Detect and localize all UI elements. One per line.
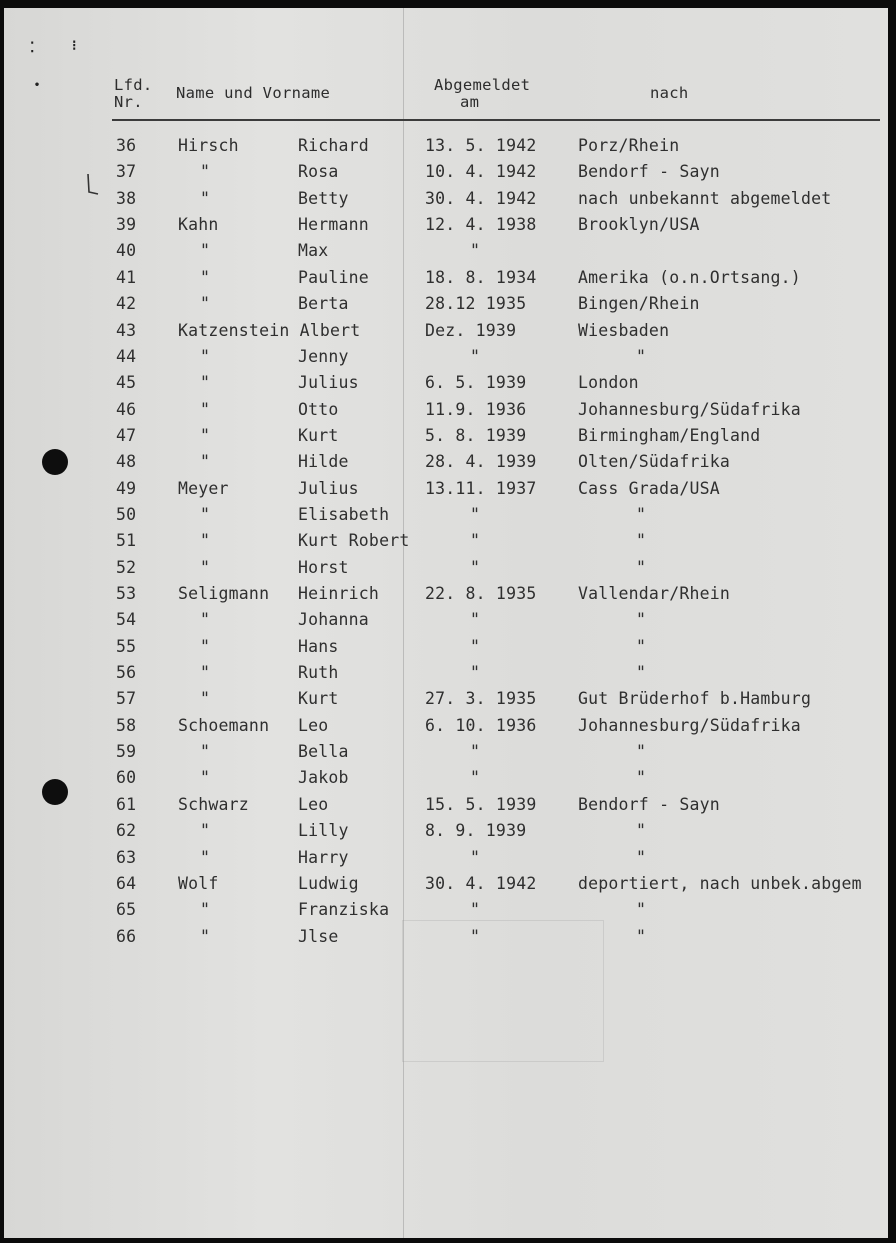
table-row bbox=[0, 502, 896, 528]
first-name: Horst bbox=[298, 557, 349, 577]
row-number: 66 bbox=[116, 926, 137, 946]
row-number: 41 bbox=[116, 267, 137, 287]
deregistration-date: 10. 4. 1942 bbox=[425, 162, 537, 182]
row-number: 60 bbox=[116, 768, 137, 788]
table-row bbox=[0, 924, 896, 950]
destination: Birmingham/England bbox=[578, 425, 761, 445]
table-row bbox=[0, 660, 896, 686]
row-number: 63 bbox=[116, 847, 137, 867]
first-name: Hermann bbox=[298, 215, 369, 235]
table-row bbox=[0, 449, 896, 475]
first-name: Max bbox=[298, 241, 329, 261]
deregistration-date: Dez. 1939 bbox=[425, 320, 517, 340]
row-number: 47 bbox=[116, 425, 137, 445]
destination: Gut Brüderhof b.Hamburg bbox=[578, 689, 812, 709]
table-row bbox=[0, 265, 896, 291]
first-name: Rosa bbox=[298, 162, 339, 182]
last-name: " bbox=[200, 452, 211, 472]
deregistration-date: 6. 5. 1939 bbox=[425, 373, 527, 393]
first-name: Jakob bbox=[298, 768, 349, 788]
deregistration-date: " bbox=[470, 557, 481, 577]
deregistration-date: 13. 5. 1942 bbox=[425, 136, 537, 155]
last-name: Katzenstein Albert bbox=[178, 320, 361, 340]
deregistration-date: 30. 4. 1942 bbox=[425, 188, 537, 208]
last-name: " bbox=[200, 188, 211, 208]
table-row bbox=[0, 765, 896, 791]
first-name: Ruth bbox=[298, 663, 339, 682]
destination: " bbox=[636, 847, 647, 867]
first-name: Heinrich bbox=[298, 584, 380, 603]
row-number: 43 bbox=[116, 320, 137, 340]
deregistration-date: " bbox=[470, 636, 481, 656]
last-name: " bbox=[200, 399, 211, 419]
destination: Bingen/Rhein bbox=[578, 294, 700, 314]
last-name: Seligmann bbox=[178, 584, 270, 603]
deregistration-date: " bbox=[470, 847, 481, 867]
first-name: Berta bbox=[298, 294, 349, 314]
row-number: 52 bbox=[116, 557, 137, 577]
deregistration-date: 8. 9. 1939 bbox=[425, 821, 527, 841]
last-name: " bbox=[200, 162, 211, 182]
deregistration-date: " bbox=[470, 663, 481, 682]
header-am: am bbox=[460, 93, 480, 111]
table-row bbox=[0, 845, 896, 871]
row-number: 50 bbox=[116, 504, 137, 524]
last-name: Kahn bbox=[178, 215, 219, 235]
last-name: Meyer bbox=[178, 478, 229, 498]
deregistration-date: 15. 5. 1939 bbox=[425, 794, 537, 814]
table-row bbox=[0, 370, 896, 396]
row-number: 40 bbox=[116, 241, 137, 261]
first-name: Leo bbox=[298, 794, 329, 814]
destination: Amerika (o.n.Ortsang.) bbox=[578, 267, 801, 287]
first-name: Julius bbox=[298, 373, 359, 393]
destination: Bendorf - Sayn bbox=[578, 162, 720, 182]
first-name: Kurt bbox=[298, 689, 339, 709]
last-name: " bbox=[200, 926, 211, 946]
deregistration-date: " bbox=[470, 742, 481, 762]
destination: Vallendar/Rhein bbox=[578, 584, 731, 603]
last-name: " bbox=[200, 294, 211, 314]
table-row bbox=[0, 528, 896, 554]
table-row bbox=[0, 739, 896, 765]
table-row bbox=[0, 318, 896, 344]
row-number: 53 bbox=[116, 584, 137, 603]
last-name: " bbox=[200, 531, 211, 551]
last-name: " bbox=[200, 610, 211, 630]
last-name: " bbox=[200, 636, 211, 656]
table-row bbox=[0, 555, 896, 581]
destination: Wiesbaden bbox=[578, 320, 670, 340]
destination: " bbox=[636, 768, 647, 788]
row-number: 42 bbox=[116, 294, 137, 314]
table-row bbox=[0, 476, 896, 502]
destination: " bbox=[636, 557, 647, 577]
header-name: Name und Vorname bbox=[176, 84, 331, 102]
pencil-mark: • bbox=[34, 80, 41, 91]
first-name: Richard bbox=[298, 136, 369, 155]
first-name: Kurt bbox=[298, 425, 339, 445]
last-name: " bbox=[200, 742, 211, 762]
last-name: Wolf bbox=[178, 873, 219, 893]
deregistration-date: 18. 8. 1934 bbox=[425, 267, 537, 287]
deregistration-date: 6. 10. 1936 bbox=[425, 715, 537, 735]
deregistration-date: 30. 4. 1942 bbox=[425, 873, 537, 893]
row-number: 58 bbox=[116, 715, 137, 735]
table-row bbox=[0, 238, 896, 264]
table-row bbox=[0, 818, 896, 844]
table-row bbox=[0, 871, 896, 897]
last-name: " bbox=[200, 768, 211, 788]
row-number: 51 bbox=[116, 531, 137, 551]
last-name: " bbox=[200, 241, 211, 261]
destination: Johannesburg/Südafrika bbox=[578, 399, 801, 419]
last-name: " bbox=[200, 663, 211, 682]
destination: Johannesburg/Südafrika bbox=[578, 715, 801, 735]
deregistration-date: " bbox=[470, 241, 481, 261]
last-name: " bbox=[200, 847, 211, 867]
table-row bbox=[0, 186, 896, 212]
first-name: Johanna bbox=[298, 610, 369, 630]
last-name: Schwarz bbox=[178, 794, 249, 814]
first-name: Ludwig bbox=[298, 873, 359, 893]
row-number: 37 bbox=[116, 162, 137, 182]
first-name: Hans bbox=[298, 636, 339, 656]
deregistration-date: " bbox=[470, 926, 481, 946]
last-name: " bbox=[200, 373, 211, 393]
first-name: Otto bbox=[298, 399, 339, 419]
deregistration-date: " bbox=[470, 531, 481, 551]
destination: " bbox=[636, 610, 647, 630]
deregistration-date: " bbox=[470, 610, 481, 630]
header-nach: nach bbox=[650, 84, 689, 102]
deregistration-date: 27. 3. 1935 bbox=[425, 689, 537, 709]
destination: London bbox=[578, 373, 639, 393]
deregistration-date: 28.12 1935 bbox=[425, 294, 527, 314]
last-name: " bbox=[200, 267, 211, 287]
table-row bbox=[0, 159, 896, 185]
pencil-mark: ⁚ bbox=[30, 40, 35, 56]
header-abgemeldet: Abgemeldet bbox=[434, 76, 531, 94]
table-row bbox=[0, 607, 896, 633]
row-number: 61 bbox=[116, 794, 137, 814]
destination: " bbox=[636, 531, 647, 551]
row-number: 57 bbox=[116, 689, 137, 709]
row-number: 45 bbox=[116, 373, 137, 393]
row-number: 55 bbox=[116, 636, 137, 656]
deregistration-date: 12. 4. 1938 bbox=[425, 215, 537, 235]
table-row bbox=[0, 686, 896, 712]
table-row bbox=[0, 897, 896, 923]
last-name: Schoemann bbox=[178, 715, 270, 735]
deregistration-date: " bbox=[470, 768, 481, 788]
header-rule bbox=[112, 119, 880, 121]
destination: deportiert, nach unbek.abgem bbox=[578, 873, 862, 893]
destination: " bbox=[636, 742, 647, 762]
deregistration-date: " bbox=[470, 504, 481, 524]
row-number: 65 bbox=[116, 900, 137, 920]
first-name: Hilde bbox=[298, 452, 349, 472]
destination: Porz/Rhein bbox=[578, 136, 680, 155]
header-lfd: Lfd. Nr. bbox=[114, 76, 153, 111]
destination: " bbox=[636, 663, 647, 682]
first-name: Julius bbox=[298, 478, 359, 498]
destination: " bbox=[636, 926, 647, 946]
deregistration-date: 5. 8. 1939 bbox=[425, 425, 527, 445]
table-row bbox=[0, 291, 896, 317]
first-name: Harry bbox=[298, 847, 349, 867]
first-name: Bella bbox=[298, 742, 349, 762]
first-name: Jlse bbox=[298, 926, 339, 946]
row-number: 59 bbox=[116, 742, 137, 762]
last-name: Hirsch bbox=[178, 136, 239, 155]
table-row bbox=[0, 634, 896, 660]
destination: " bbox=[636, 900, 647, 920]
deregistration-date: 11.9. 1936 bbox=[425, 399, 527, 419]
row-number: 48 bbox=[116, 452, 137, 472]
deregistration-date: " bbox=[470, 346, 481, 366]
destination: " bbox=[636, 636, 647, 656]
destination: " bbox=[636, 346, 647, 366]
deregistration-date: 28. 4. 1939 bbox=[425, 452, 537, 472]
deregistration-date: 13.11. 1937 bbox=[425, 478, 537, 498]
deregistration-date: 22. 8. 1935 bbox=[425, 584, 537, 603]
last-name: " bbox=[200, 900, 211, 920]
destination: Olten/Südafrika bbox=[578, 452, 731, 472]
table-row bbox=[0, 713, 896, 739]
destination: " bbox=[636, 504, 647, 524]
row-number: 36 bbox=[116, 136, 137, 155]
row-number: 56 bbox=[116, 663, 137, 682]
first-name: Franziska bbox=[298, 900, 390, 920]
last-name: " bbox=[200, 504, 211, 524]
destination: " bbox=[636, 821, 647, 841]
last-name: " bbox=[200, 425, 211, 445]
row-number: 38 bbox=[116, 188, 137, 208]
row-number: 44 bbox=[116, 346, 137, 366]
first-name: Pauline bbox=[298, 267, 369, 287]
destination: Cass Grada/USA bbox=[578, 478, 720, 498]
first-name: Leo bbox=[298, 715, 329, 735]
last-name: " bbox=[200, 821, 211, 841]
row-number: 39 bbox=[116, 215, 137, 235]
first-name: Kurt Robert bbox=[298, 531, 410, 551]
first-name: Betty bbox=[298, 188, 349, 208]
row-number: 49 bbox=[116, 478, 137, 498]
destination: Bendorf - Sayn bbox=[578, 794, 720, 814]
table-row bbox=[0, 423, 896, 449]
table-row bbox=[0, 133, 896, 159]
row-number: 64 bbox=[116, 873, 137, 893]
table-row bbox=[0, 581, 896, 607]
row-number: 62 bbox=[116, 821, 137, 841]
first-name: Lilly bbox=[298, 821, 349, 841]
row-number: 54 bbox=[116, 610, 137, 630]
first-name: Jenny bbox=[298, 346, 349, 366]
table-row bbox=[0, 792, 896, 818]
deregistration-date: " bbox=[470, 900, 481, 920]
destination: nach unbekannt abgemeldet bbox=[578, 188, 832, 208]
first-name: Elisabeth bbox=[298, 504, 390, 524]
last-name: " bbox=[200, 689, 211, 709]
row-number: 46 bbox=[116, 399, 137, 419]
table-row bbox=[0, 212, 896, 238]
last-name: " bbox=[200, 346, 211, 366]
table-row bbox=[0, 344, 896, 370]
table-row bbox=[0, 397, 896, 423]
pencil-mark: ⁝ bbox=[72, 38, 77, 54]
destination: Brooklyn/USA bbox=[578, 215, 700, 235]
last-name: " bbox=[200, 557, 211, 577]
